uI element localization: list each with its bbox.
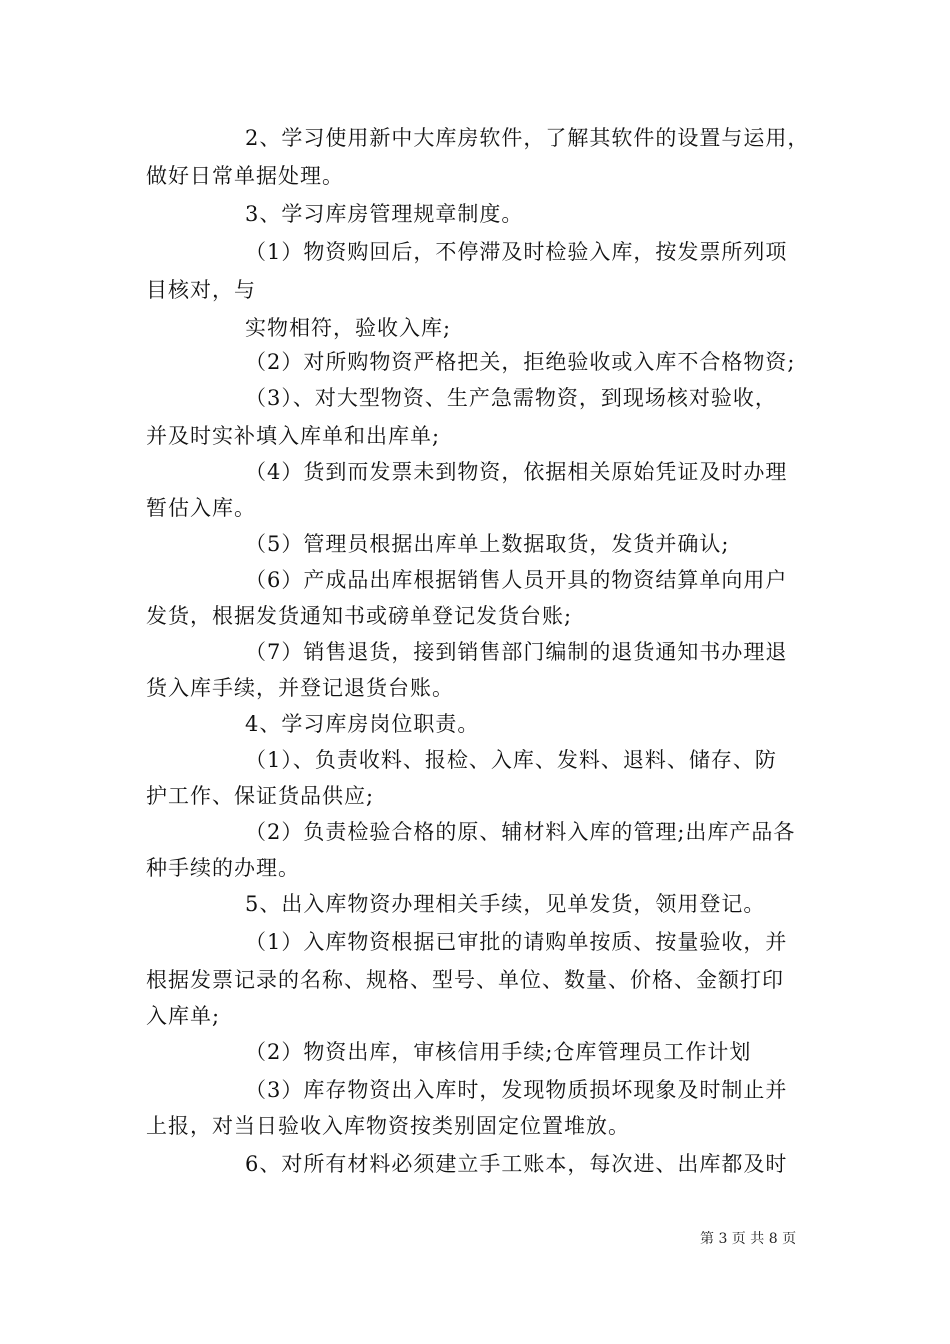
page-number-footer: 第 3 页 共 8 页	[700, 1231, 797, 1247]
paragraph-line: （6）产成品出库根据销售人员开具的物资结算单向用户	[245, 568, 788, 592]
paragraph-line: （7）销售退货，接到销售部门编制的退货通知书办理退	[245, 640, 788, 664]
paragraph-line: 发货，根据发货通知书或磅单登记发货台账;	[146, 604, 573, 628]
paragraph-line: （2）负责检验合格的原、辅材料入库的管理;出库产品各	[245, 820, 796, 844]
paragraph-line: （1）入库物资根据已审批的请购单按质、按量验收，并	[245, 930, 788, 954]
paragraph-line: 6、对所有材料必须建立手工账本，每次进、出库都及时	[245, 1152, 788, 1176]
paragraph-line: 4、学习库房岗位职责。	[245, 712, 480, 736]
paragraph-line: 做好日常单据处理。	[146, 164, 344, 188]
paragraph-line: 并及时实补填入库单和出库单;	[146, 424, 441, 448]
paragraph-line: 根据发票记录的名称、规格、型号、单位、数量、价格、金额打印	[146, 968, 784, 992]
paragraph-line: （1）、负责收料、报检、入库、发料、退料、储存、防	[245, 748, 777, 772]
paragraph-line: （3）库存物资出入库时，发现物质损坏现象及时制止并	[245, 1078, 788, 1102]
paragraph-line: 上报，对当日验收入库物资按类别固定位置堆放。	[146, 1114, 630, 1138]
paragraph-line: 护工作、保证货品供应;	[146, 784, 375, 808]
paragraph-line: （4）货到而发票未到物资，依据相关原始凭证及时办理	[245, 460, 788, 484]
paragraph-line: （1）物资购回后，不停滞及时检验入库，按发票所列项	[245, 240, 788, 264]
paragraph-line: 2、学习使用新中大库房软件，了解其软件的设置与运用，	[245, 126, 810, 150]
paragraph-line: 5、出入库物资办理相关手续，见单发货，领用登记。	[245, 892, 766, 916]
paragraph-line: 货入库手续，并登记退货台账。	[146, 676, 454, 700]
paragraph-line: 实物相符，验收入库;	[245, 316, 452, 340]
paragraph-line: 目核对，与	[146, 278, 256, 302]
paragraph-line: （2）物资出库，审核信用手续;仓库管理员工作计划	[245, 1040, 752, 1064]
paragraph-line: 种手续的办理。	[146, 856, 300, 880]
paragraph-line: 3、学习库房管理规章制度。	[245, 202, 524, 226]
paragraph-line: （2）对所购物资严格把关，拒绝验收或入库不合格物资;	[245, 350, 796, 374]
paragraph-line: （5）管理员根据出库单上数据取货，发货并确认;	[245, 532, 730, 556]
paragraph-line: （3）、对大型物资、生产急需物资，到现场核对验收，	[245, 386, 777, 410]
paragraph-line: 入库单;	[146, 1004, 221, 1028]
paragraph-line: 暂估入库。	[146, 496, 256, 520]
